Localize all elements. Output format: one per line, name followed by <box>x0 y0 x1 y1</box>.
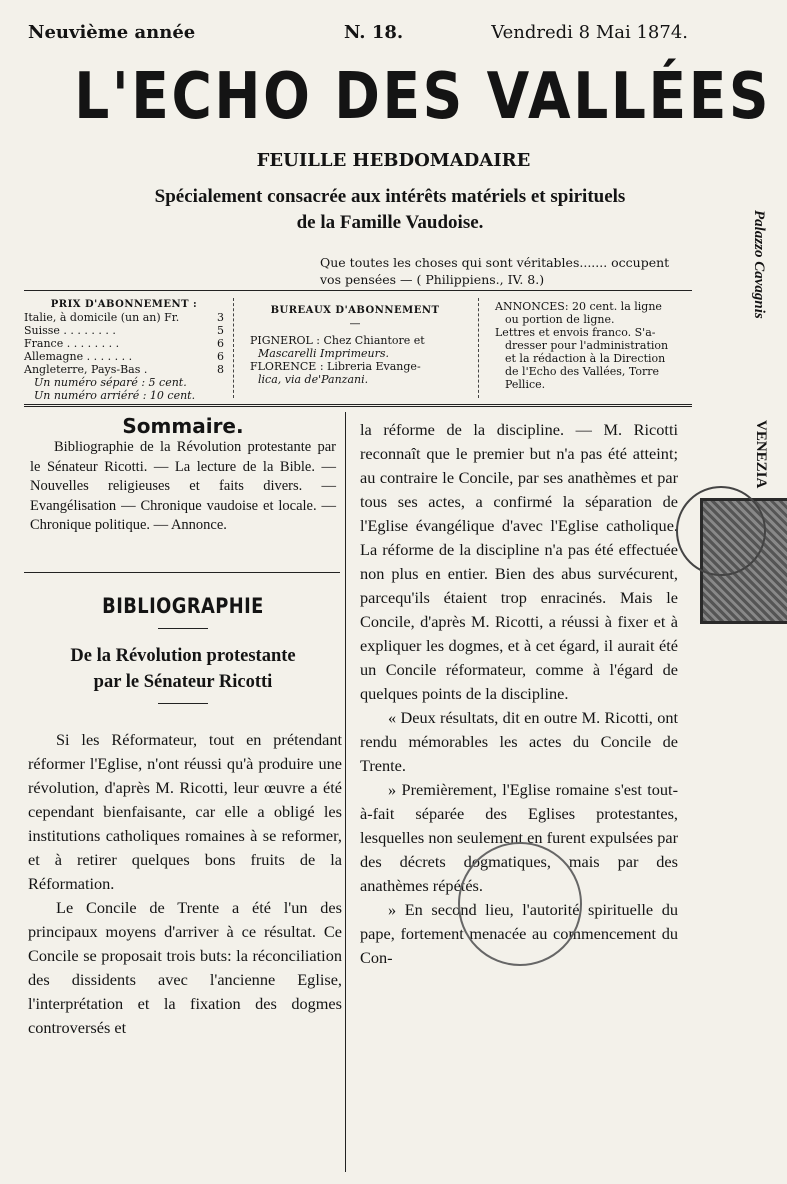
motto <box>320 254 690 288</box>
bureaux-line-4: lica, via de'Panzani. <box>258 373 369 386</box>
bureaux-box <box>250 304 460 386</box>
main-column-rule <box>345 412 346 1172</box>
bureaux-dash: — <box>349 317 361 330</box>
article-header <box>28 594 338 704</box>
paragraph: » En second lieu, l'autorité spirituelle du pape, fortement menacée au commencement du Con- <box>360 900 678 967</box>
sommaire-title: Sommaire. <box>122 414 244 438</box>
prix-box <box>24 298 224 402</box>
article-left-column <box>28 728 342 1040</box>
paragraph: « Deux résultats, dit en outre M. Ricotti, ont rendu mémorables les actes du Concile de Trente. <box>360 708 678 775</box>
annonces-line-6: de l'Echo des Vallées, Torre <box>505 365 659 378</box>
prix-row: Allemagne . . . . . . . 6 <box>24 350 224 363</box>
prix-row: Angleterre, Pays-Bas . 8 <box>24 363 224 376</box>
section-title: BIBLIOGRAPHIE <box>102 594 264 618</box>
prix-row: Suisse . . . . . . . . 5 <box>24 324 224 337</box>
motto-line-2: vos pensées — ( Philippiens., IV. 8.) <box>320 272 545 287</box>
annonces-line-5: et la rédaction à la Direction <box>505 352 666 365</box>
masthead-top-line <box>28 22 688 48</box>
prix-row: France . . . . . . . . 6 <box>24 337 224 350</box>
annonces-line-4: dresser pour l'administration <box>505 339 669 352</box>
annonces-line-7: Pellice. <box>505 378 546 391</box>
motto-line-1: Que toutes les choses qui sont véritables....... occupent <box>320 255 670 270</box>
postmark-icon <box>676 486 766 576</box>
header-rule-top <box>24 290 692 291</box>
prix-heading: PRIX D'ABONNEMENT : <box>50 299 198 310</box>
dedication-line-1: Spécialement consacrée aux intérêts matériels et spirituels <box>154 186 626 207</box>
column-separator <box>233 298 234 398</box>
annonces-line-2: ou portion de ligne. <box>505 313 615 326</box>
bureaux-line-3: FLORENCE : Libreria Evange- <box>250 360 421 373</box>
margin-note-palazzo: Palazzo Cavagnis <box>751 210 767 319</box>
newspaper-subtitle: FEUILLE HEBDOMADAIRE <box>256 150 531 171</box>
sommaire-rule <box>24 572 340 573</box>
section-dash <box>158 628 208 629</box>
newspaper-title: L'ECHO DES VALLÉES <box>74 60 772 134</box>
issue-date: Vendredi 8 Mai 1874. <box>491 22 688 43</box>
prix-arriere: Un numéro arriéré : 10 cent. <box>34 389 196 402</box>
bureaux-line-2: Mascarelli Imprimeurs. <box>258 347 390 360</box>
sommaire-text: Bibliographie de la Révolution protestante par le Sénateur Ricotti. — La lecture de la Bible. — Nouvelles religieuses et faits divers. — Evangélisation — Chronique vaudoise et locale. — Chronique politique. — Annonce. <box>30 439 336 533</box>
article-title-line-1: De la Révolution protestante <box>70 646 296 666</box>
bureaux-line-1: PIGNEROL : Chez Chiantore et <box>250 334 425 347</box>
year-label: Neuvième année <box>28 22 196 43</box>
dedication <box>40 184 740 236</box>
article-title-line-2: par le Sénateur Ricotti <box>93 672 273 692</box>
postmark-icon <box>458 842 582 966</box>
column-separator <box>478 298 479 398</box>
issue-number: N. 18. <box>344 22 404 43</box>
prix-separe: Un numéro séparé : 5 cent. <box>34 376 187 389</box>
annonces-box <box>495 300 695 391</box>
annonces-line-3: Lettres et envois franco. S'a- <box>495 326 656 339</box>
paragraph: » Premièrement, l'Eglise romaine s'est tout-à-fait séparée des Eglises protestantes, lesquelles non seulement en furent expulsées par des décrets dogmatiques, mais par des anathèmes répétés. <box>360 780 678 895</box>
sommaire-block <box>30 414 336 536</box>
bureaux-heading: BUREAUX D'ABONNEMENT <box>270 305 440 316</box>
header-rule-bottom <box>24 404 692 407</box>
prix-table <box>24 311 224 376</box>
annonces-line-1: ANNONCES: 20 cent. la ligne <box>495 300 662 313</box>
title-dash <box>158 703 208 704</box>
paragraph: la réforme de la discipline. — M. Ricotti reconnaît que le premier but n'a pas été atteint; au contraire le Concile, par ses anathèmes et par tous ses actes, a confirmé la séparation de l'Eglise évangélique d'avec l'Eglise catholique. La réforme de la discipline n'a pas été effectuée non plus en entier. Bien des abus survécurent, parcequ'ils étaient trop enracinés. Mais le Concile, d'après M. Ricotti, a réussi à fixer et à expliquer les dogmes, et à cet égard, il aurait été un Concile réformateur, comme à l'égard de quelques points de la discipline. <box>360 420 678 703</box>
paragraph: Si les Réformateur, tout en prétendant réformer l'Eglise, n'ont réussi qu'à produire une révolution, d'après M. Ricotti, leur œuvre a été cependant bienfaisante, car elle a obligé les institutions catholiques romaines à se reformer, et à retirer quelques bons fruits de la Réformation. <box>28 730 342 893</box>
prix-row: Italie, à domicile (un an) Fr. 3 <box>24 311 224 324</box>
paragraph: Le Concile de Trente a été l'un des principaux moyens d'arriver à ce résultat. Ce Concile se proposait trois buts: la réconciliation des dissidents avec l'ancienne Eglise, l'interprétation et la fixation des dogmes controversés et <box>28 898 342 1037</box>
margin-note-venezia: VENEZIA <box>753 420 769 489</box>
dedication-line-2: de la Famille Vaudoise. <box>296 212 484 233</box>
